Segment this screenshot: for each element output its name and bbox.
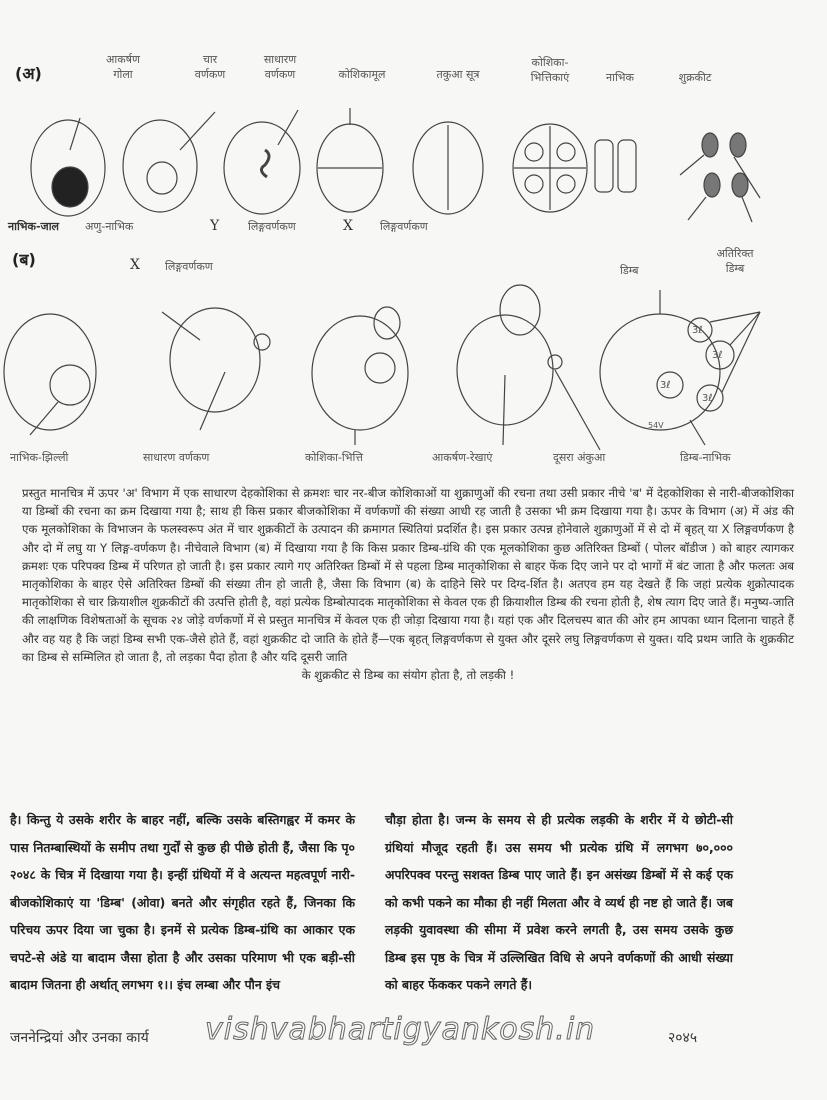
label-line: वर्णकण bbox=[264, 68, 296, 81]
label-x-marker: X bbox=[343, 218, 353, 234]
label-line: कोशिकामूल bbox=[338, 68, 386, 81]
label-line: डिम्ब bbox=[725, 262, 745, 275]
figure-caption bbox=[22, 484, 794, 684]
label-nuclear-network: नाभिक-जाल bbox=[8, 220, 60, 233]
label-ovum-nucleus: डिम्ब-नाभिक bbox=[680, 451, 731, 464]
label-ordinary-chromosome bbox=[250, 52, 310, 82]
label-attraction-lines: आकर्षण-रेखाएं bbox=[432, 451, 493, 464]
label-spindle-fibre bbox=[418, 67, 498, 82]
label-line: चार bbox=[202, 53, 218, 66]
label-extra-ovum bbox=[705, 246, 765, 276]
drawing-mark: 3ℓ bbox=[712, 350, 723, 361]
page-number: २०४५ bbox=[668, 1030, 698, 1046]
cell-b5-drawing bbox=[600, 290, 760, 445]
label-cytoplasm bbox=[322, 52, 402, 82]
label-y-marker: Y bbox=[210, 218, 220, 234]
label-line: कोशिका- bbox=[531, 56, 569, 69]
label-ovum: डिम्ब bbox=[620, 264, 639, 277]
cell-a5-drawing bbox=[413, 122, 483, 214]
drawing-mark: 3ℓ bbox=[692, 325, 703, 336]
label-x-sex-chromosome: लिङ्गवर्णकण bbox=[380, 220, 428, 233]
label-line: गोला bbox=[113, 68, 133, 81]
drawing-mark: 3ℓ bbox=[702, 393, 713, 404]
label-line: तकुआ सूत्र bbox=[436, 68, 480, 81]
section-a-marker: (अ) bbox=[15, 64, 42, 83]
cell-a6-drawing bbox=[513, 124, 636, 212]
label-line: भित्तिकाएं bbox=[530, 71, 570, 84]
running-title: जननेन्द्रियां और उनका कार्य bbox=[10, 1030, 149, 1046]
label-line: शुक्रकीट bbox=[678, 71, 712, 84]
label-line: नाभिक bbox=[606, 71, 634, 84]
body-column-right: चौड़ा होता है। जन्म के समय से ही प्रत्येक लड़की के शरीर में ये छोटी-सी ग्रंथियां मौजूद रहती हैं। उस समय भी प्रत्येक ग्रंथि में लगभग ७०,००० अपरिपक्व परन्तु सशक्त डिम्ब पाए जाते हैं। इन असंख्य डिम्बों में से कई एक को कभी पकने का मौका ही नहीं मिलता और वे व्यर्थ ही नष्ट हो जाते हैं। जब लड़की युवावस्था की सीमा में प्रवेश करने लगती है, उस समय उसके कुछ डिम्ब इस पृष्ठ के चित्र में उल्लिखित विधि से अपने वर्णकणों की आधी संख्या को बाहर फेंककर पकने लगते हैं। bbox=[385, 812, 733, 992]
cell-a7-sperm-drawing bbox=[680, 133, 760, 222]
watermark: vishvabhartigyankosh.in bbox=[205, 1012, 596, 1047]
label-line: अतिरिक्त bbox=[716, 247, 754, 260]
label-b-x-marker: X bbox=[130, 257, 140, 273]
cell-b1-drawing bbox=[4, 314, 96, 435]
label-cell-walls bbox=[515, 55, 585, 85]
drawing-mark: 3ℓ bbox=[660, 380, 671, 391]
cell-a3-drawing bbox=[224, 110, 300, 214]
cell-a1-drawing bbox=[31, 118, 105, 216]
cell-b4-drawing bbox=[457, 285, 600, 450]
label-line bbox=[322, 52, 402, 67]
cell-b2-drawing bbox=[162, 308, 270, 430]
label-line: साधारण bbox=[263, 53, 297, 66]
label-four-chromosomes bbox=[180, 52, 240, 82]
cell-b3-drawing bbox=[312, 307, 408, 445]
label-nuclear-membrane: नाभिक-झिल्ली bbox=[10, 451, 69, 464]
body-column-left: है। किन्तु ये उसके शरीर के बाहर नहीं, बल्कि उसके बस्तिगह्वर में कमर के पास नितम्बास्थियों के समीप तथा गुर्दों से कुछ ही पीछे होती हैं, जैसा कि पृ० २०४८ के चित्र में दिखाया गया है। इन्हीं ग्रंथियों में वे अत्यन्त महत्वपूर्ण नारी-बीजकोशिकाएं या 'डिम्ब' (ओवा) बनते और संगृहीत रहते हैं, जिनका कि परिचय ऊपर दिया जा चुका है। इनमें से प्रत्येक डिम्ब-ग्रंथि का आकार एक चपटे-से अंडे या बादाम जैसा होता है और उसका परिमाण भी एक बड़ी-सी बादाम जितना ही अर्थात् लगभग १।। इंच लम्बा और पौन इंच bbox=[10, 812, 355, 992]
cell-a4-drawing bbox=[317, 108, 383, 212]
label-second-bud: दूसरा अंकुआ bbox=[553, 451, 606, 464]
cell-a2-drawing bbox=[123, 112, 215, 212]
drawing-mark: 54V bbox=[648, 421, 664, 430]
label-b-ordinary-chromosome: साधारण वर्णकण bbox=[143, 451, 210, 464]
caption-body: प्रस्तुत मानचित्र में ऊपर 'अ' विभाग में एक साधारण देहकोशिका से क्रमशः चार नर-बीज कोशिकाओं या शुक्राणुओं की रचना तथा उसी प्रकार नीचे 'ब' में देहकोशिका से नारी-बीजकोशिका या डिम्बों की रचना का क्रम दिखाया गया है; साथ ही किस प्रकार बीजकोशिका में वर्णकणों की संख्या आधी रह जाती है उसका भी क्रम दिखाया गया है। ऊपर के विभाग (अ) में अंड की एक मूलकोशिका के विभाजन के फलस्वरूप अंत में चार शुक्रकीटों के उत्पादन की क्रमागत स्थितियां प्रदर्शित है। इस प्रकार उत्पन्न होनेवाले शुक्राणुओं में से दो में बृहत् या X लिङ्गवर्णकण है और दो में लघु या Y लिङ्ग-वर्णकण है। नीचेवाले विभाग (ब) में दिखाया गया है कि किस प्रकार डिम्ब-ग्रंथि की एक मूलकोशिका कुछ अतिरिक्त डिम्बों ( पोलर बॉडीज ) को बाहर त्यागकर क्रमशः एक परिपक्व डिम्ब में परिणत हो जाती है। इस प्रकार त्यागे गए अतिरिक्त डिम्बों में से पहला डिम्ब मातृकोशिका से बाहर फेंक दिए जाने पर दो भागों में बंट जाता है और फलतः अब मातृकोशिका के बाहर ऐसे अतिरिक्त डिम्बों की संख्या तीन हो जाती है, जैसा कि विभाग (ब) के दाहिने सिरे पर दिग्द-र्शित है। अतएव हम यह देखते हैं कि जहां प्रत्येक शुक्रोत्पादक मातृकोशिका से चार क्रियाशील शुक्रकीटों की उत्पत्ति होती है, वहां प्रत्येक डिम्बोत्पादक मातृकोशिका से केवल एक ही क्रियाशील डिम्ब की रचना होती है, शेष त्याग दिए जाते हैं। मनुष्य-जाति की लाक्षणिक विशेषताओं के सूचक २४ जोड़े वर्णकणों में से प्रस्तुत मानचित्र में केवल एक ही जोड़ा दिखाया गया है। यहां एक और दिलचस्प बात की ओर हम आपका ध्यान दिलाना चाहते हैं और वह यह है कि जहां डिम्ब सभी एक-जैसे होते हैं, वहां शुक्रकीट दो जाति के होते हैं—एक बृहत् लिङ्गवर्णकण से युक्त और दूसरे लघु लिङ्गवर्णकण से युक्त। यदि प्रथम जाति के शुक्रकीट का डिम्ब से सम्मिलित हो जाता है, तो लड़का पैदा होता है और यदि दूसरी जाति bbox=[22, 486, 794, 664]
label-y-sex-chromosome: लिङ्गवर्णकण bbox=[248, 220, 296, 233]
label-line: वर्णकण bbox=[194, 68, 226, 81]
caption-last-line: के शुक्रकीट से डिम्ब का संयोग होता है, तो लड़की ! bbox=[301, 668, 515, 683]
label-nucleus bbox=[595, 70, 645, 85]
section-b-marker: (ब) bbox=[12, 250, 36, 269]
label-line: आकर्षण bbox=[105, 53, 140, 66]
label-sperm bbox=[665, 70, 725, 85]
label-b-x-sex-chromosome: लिङ्गवर्णकण bbox=[165, 260, 213, 273]
label-b-cell-wall: कोशिका-भित्ति bbox=[305, 451, 363, 464]
label-nucleolus: अणु-नाभिक bbox=[85, 220, 134, 233]
label-attraction-sphere bbox=[88, 52, 158, 82]
